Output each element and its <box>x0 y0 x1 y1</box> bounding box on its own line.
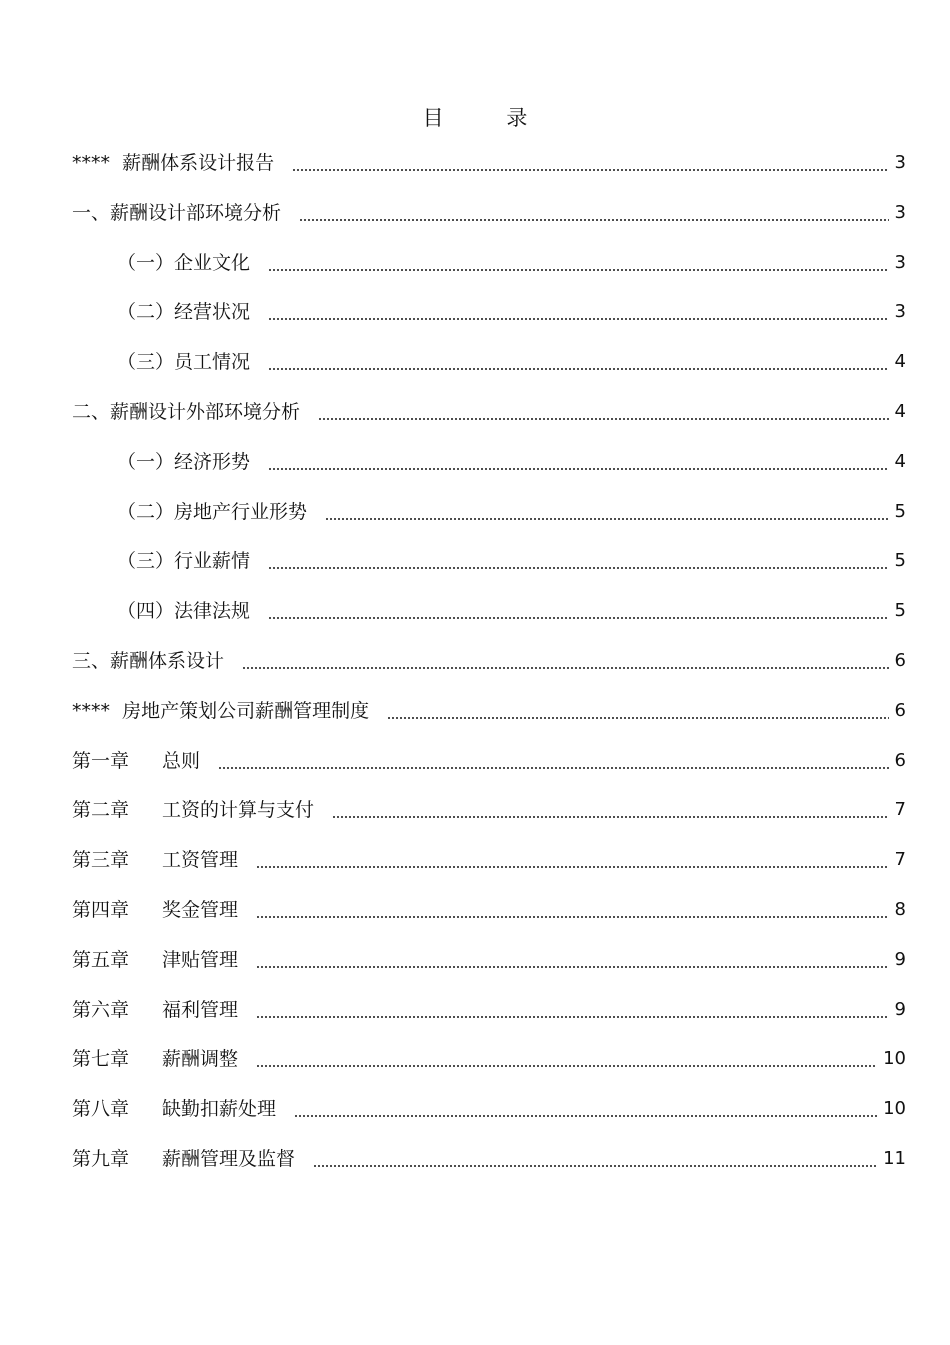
toc-title: 目 录 <box>422 106 556 130</box>
toc-entry[interactable] <box>117 541 906 581</box>
toc-dot-leader <box>313 1165 877 1167</box>
toc-page-number: 4 <box>894 401 906 422</box>
toc-page-number: 10 <box>883 1048 906 1070</box>
toc-entry-label: 奖金管理 <box>162 899 239 921</box>
toc-page-number: 7 <box>894 849 906 871</box>
toc-entry-label: 薪酬管理及监督 <box>162 1148 296 1170</box>
toc-page-number: 3 <box>894 201 906 223</box>
toc-dot-leader <box>294 1115 877 1117</box>
toc-dot-leader <box>268 617 889 619</box>
toc-entry-label: （二）经营状况 <box>117 301 251 324</box>
toc-page-number: 3 <box>894 251 906 273</box>
toc-chapter-number: 第一章 <box>72 749 130 772</box>
toc-entry[interactable] <box>72 1089 906 1129</box>
toc-dot-leader <box>256 1016 889 1018</box>
toc-entry-label: 福利管理 <box>162 998 239 1021</box>
toc-dot-leader <box>332 816 889 818</box>
toc-entry-label: 工资的计算与支付 <box>162 799 315 822</box>
toc-page-number: 5 <box>894 600 906 622</box>
toc-page-number: 8 <box>894 899 906 920</box>
toc-entry-label: 津贴管理 <box>162 948 239 971</box>
toc-entry[interactable] <box>72 193 906 233</box>
toc-page-number: 7 <box>894 799 906 821</box>
toc-chapter-number: 第九章 <box>72 1148 130 1170</box>
toc-page-number: 3 <box>894 152 906 173</box>
toc-entry-label: （四）法律法规 <box>117 600 251 623</box>
toc-chapter-number: 第五章 <box>72 948 130 971</box>
toc-entry[interactable] <box>117 591 906 631</box>
toc-entry[interactable] <box>72 940 906 980</box>
toc-dot-leader <box>256 866 889 868</box>
toc-dot-leader <box>268 468 889 470</box>
toc-dot-leader <box>387 717 888 719</box>
toc-page-number: 5 <box>894 500 906 522</box>
toc-entry-label: （三）行业薪情 <box>117 550 251 573</box>
toc-dot-leader <box>268 269 889 271</box>
toc-entry[interactable] <box>72 890 906 930</box>
toc-dot-leader <box>256 966 889 968</box>
toc-entry[interactable] <box>72 1039 906 1079</box>
toc-chapter-number: 第八章 <box>72 1098 130 1121</box>
toc-entry[interactable] <box>117 243 906 283</box>
toc-entry[interactable] <box>72 840 906 880</box>
toc-page-number: 5 <box>894 550 906 572</box>
toc-dot-leader <box>256 1065 877 1067</box>
toc-dot-leader <box>318 418 889 420</box>
toc-entry-label: 一、薪酬设计部环境分析 <box>72 201 282 224</box>
toc-entry[interactable] <box>117 442 906 482</box>
toc-page-number: 11 <box>883 1148 906 1169</box>
toc-chapter-number: 第二章 <box>72 799 130 822</box>
toc-dot-leader <box>268 318 889 320</box>
toc-entry[interactable] <box>72 143 906 183</box>
toc-entry-label: 二、薪酬设计外部环境分析 <box>72 401 301 423</box>
toc-entry[interactable] <box>72 790 906 830</box>
toc-dot-leader <box>242 667 889 669</box>
toc-entry-label: 薪酬调整 <box>162 1048 239 1071</box>
toc-entry-label: （二）房地产行业形势 <box>117 500 308 523</box>
toc-entry-label: （三）员工情况 <box>117 351 251 374</box>
toc-page-number: 10 <box>883 1098 906 1120</box>
toc-chapter-number: 第四章 <box>72 899 130 921</box>
toc-entry-label: （一）企业文化 <box>117 251 251 274</box>
toc-page-number: 6 <box>894 699 906 721</box>
toc-page-number: 6 <box>894 749 906 771</box>
toc-entry-label: **** 房地产策划公司薪酬管理制度 <box>72 699 370 722</box>
toc-entry-label: 总则 <box>162 749 201 772</box>
toc-dot-leader <box>292 169 888 171</box>
toc-dot-leader <box>268 368 889 370</box>
toc-entry[interactable] <box>117 342 906 382</box>
toc-entry[interactable] <box>72 741 906 781</box>
toc-entry[interactable] <box>117 292 906 332</box>
toc-entry[interactable] <box>72 392 906 432</box>
toc-dot-leader <box>256 916 889 918</box>
toc-page-number: 3 <box>894 301 906 323</box>
toc-dot-leader <box>218 767 889 769</box>
toc-entry[interactable] <box>117 492 906 532</box>
toc-entry[interactable] <box>72 641 906 681</box>
toc-dot-leader <box>299 219 889 221</box>
toc-dot-leader <box>268 567 889 569</box>
toc-entry-label: 缺勤扣薪处理 <box>162 1098 277 1121</box>
toc-dot-leader <box>325 518 889 520</box>
toc-entry[interactable] <box>72 691 906 731</box>
toc-entry-label: （一）经济形势 <box>117 450 251 473</box>
toc-page-number: 4 <box>894 450 906 472</box>
toc-page-number: 4 <box>894 351 906 373</box>
toc-entry-label: 三、薪酬体系设计 <box>72 650 225 672</box>
toc-chapter-number: 第六章 <box>72 998 130 1021</box>
toc-entry-label: 工资管理 <box>162 849 239 872</box>
toc-entry-label: **** 薪酬体系设计报告 <box>72 152 275 174</box>
toc-chapter-number: 第七章 <box>72 1048 130 1071</box>
toc-page-number: 9 <box>894 948 906 970</box>
toc-page-number: 6 <box>894 650 906 671</box>
toc-entry[interactable] <box>72 1139 906 1179</box>
toc-chapter-number: 第三章 <box>72 849 130 872</box>
toc-page-number: 9 <box>894 998 906 1020</box>
toc-entry[interactable] <box>72 990 906 1030</box>
